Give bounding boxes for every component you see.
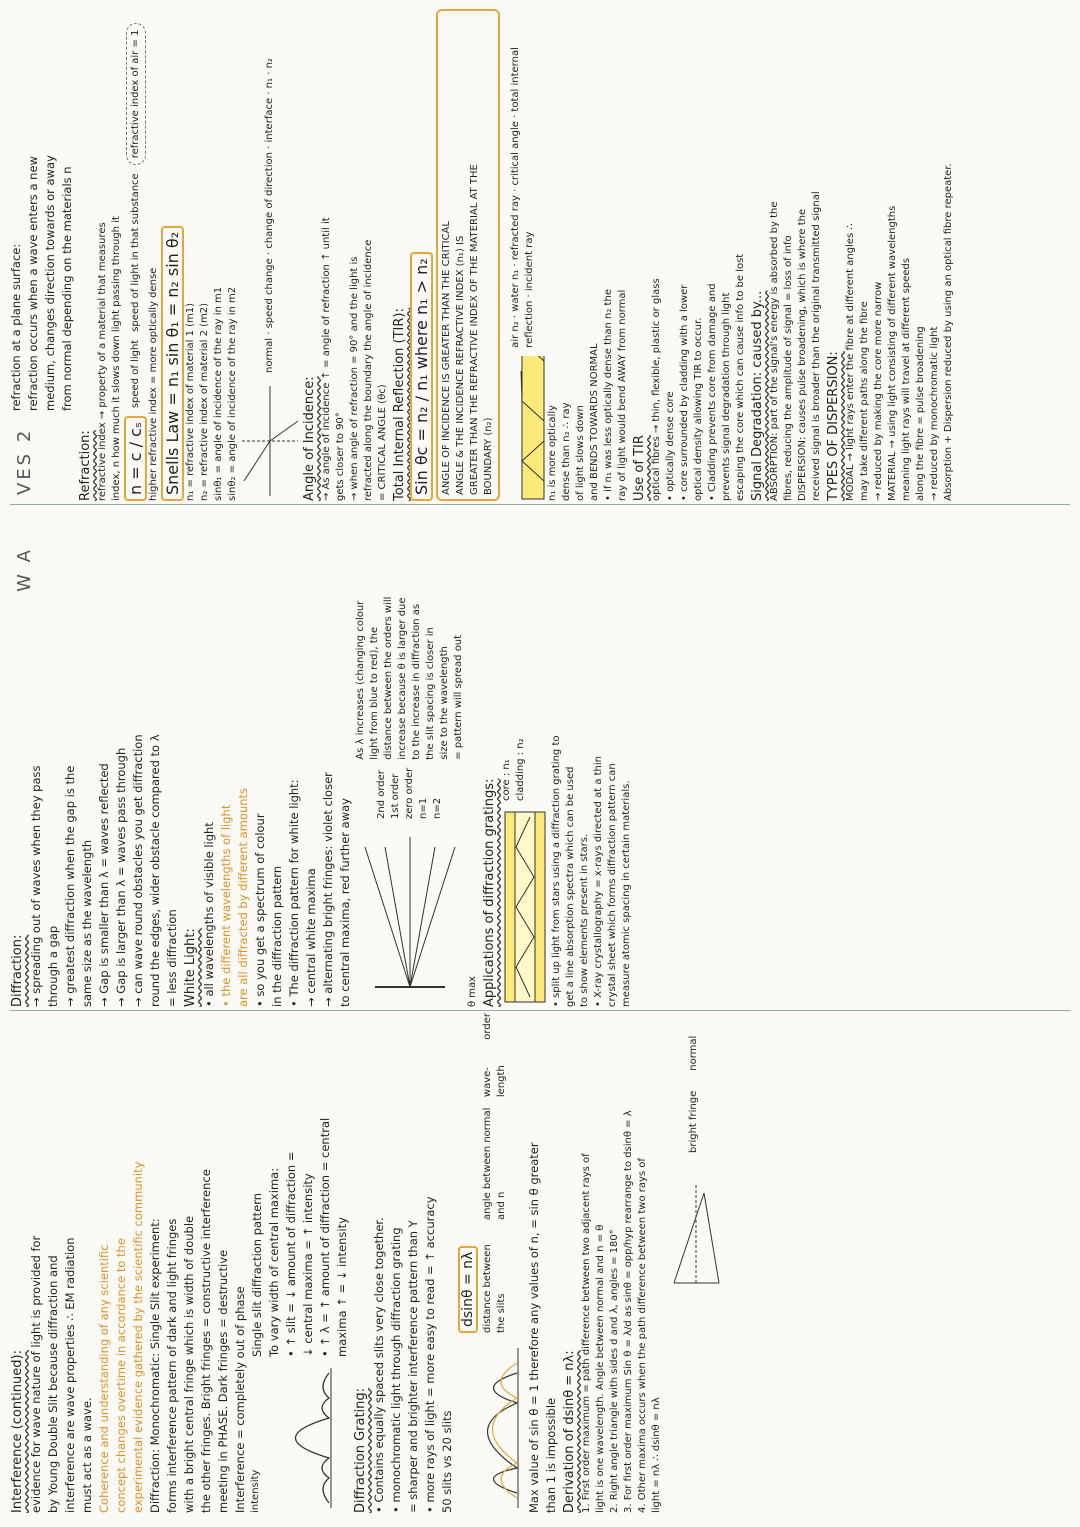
column-interference	[8, 1013, 1070, 1513]
orange-note	[96, 1013, 147, 1513]
text-line: As λ increases (changing colour	[355, 600, 366, 760]
text-line: dense than n₂ ∴ ray	[561, 402, 572, 501]
section-heading: Use of TIR	[632, 435, 647, 501]
diagram-label: incident ray	[524, 231, 535, 292]
text-line: 2. Right angle triangle with sides d and λ, angles = 180°	[609, 1229, 620, 1513]
text-line: → when angle of refraction = 90° and the light is	[349, 256, 360, 501]
theta-max-label: θ max	[467, 975, 478, 1007]
text-line: forms interference pattern of dark and light fringes	[165, 1218, 179, 1513]
optical-fibre-diagram	[500, 807, 550, 1007]
text-line: refractive index → property of a material that measures	[97, 222, 108, 501]
text-line: = sharper and brighter interference pattern than Y	[406, 1220, 420, 1513]
fibre-figure	[500, 507, 550, 1007]
order-label: 2nd order	[376, 770, 387, 819]
text-line: Interference = completely out of phase	[233, 1286, 247, 1513]
text-line: → spreading out of waves when they pass	[29, 765, 43, 1007]
text-line: to central maxima, red further away	[338, 798, 352, 1007]
text-line: sinθ₂ = angle of incidence of the ray in m2	[227, 286, 238, 501]
text-line: • if n₁ was less optically dense than n₂ the	[603, 289, 614, 501]
column-refraction	[8, 9, 1070, 501]
text-line: in the diffraction pattern	[270, 865, 284, 1007]
text-line: concept changes overtime in accordance to the	[114, 1238, 128, 1513]
text-line: ANGLE & THE INCIDENCE REFRACTIVE INDEX (n₁) IS	[455, 235, 466, 495]
text-line: = less diffraction	[165, 909, 179, 1007]
formula-label: wave-length	[481, 1065, 507, 1098]
diagram-label: n₁	[264, 77, 275, 89]
text-line: higher refractive index = more optically dense	[148, 267, 159, 501]
text-line: meaning light rays will travel at different speeds	[901, 257, 912, 501]
code-stamp: VES 2	[14, 427, 35, 495]
snells-law-box: Snells Law = n₁ sin θ₁ = n₂ sin θ₂	[161, 226, 184, 501]
text-line: maxima ↑ = ↓ intensity	[335, 1217, 349, 1357]
bright-fringe-label: bright fringe	[688, 1090, 699, 1153]
text-line: → Gap is smaller than λ = waves reflected	[97, 763, 111, 1007]
order-label: 1st order	[390, 773, 401, 819]
text-line: to the increase in diffraction as	[411, 603, 422, 760]
text-line: • monochromatic light through diffraction grating	[389, 1227, 403, 1513]
text-line: 1. First order maximum = path difference between two adjacent rays of	[581, 1153, 592, 1513]
section-heading: Interference (continued):	[10, 1350, 25, 1513]
text-line: same size as the wavelength	[80, 839, 94, 1007]
derivation-triangle	[664, 1173, 724, 1293]
section-heading: Diffraction:	[10, 934, 25, 1007]
text-line: = pattern will spread out	[453, 634, 464, 760]
text-line: 3. For first order maximum Sin θ = λ/d as sinθ = opp/hyp rearrange to dsinθ = λ	[623, 1110, 634, 1513]
formula-label: distance between the slits	[481, 1244, 507, 1333]
text-line: • core surrounded by cladding with a lower	[679, 284, 690, 501]
text-line: size to the wavelength	[439, 646, 450, 760]
grating-peaks-graph	[460, 1343, 522, 1513]
text-line: along the fibre = pulse broadening	[915, 326, 926, 501]
text-line: through a gap	[46, 925, 60, 1007]
footer-note: Absorption + Dispersion reduced by using an optical fibre repeater.	[943, 163, 954, 501]
section-heading: Diffraction Grating:	[353, 1387, 368, 1513]
text-line: are all diffracted by different amounts	[236, 787, 250, 1007]
text-line: Max value of sin θ = 1 therefore any values of n, = sin θ greater	[527, 1142, 541, 1513]
text-line: get a line absorption spectra which can be used	[565, 766, 576, 1007]
section-heading: Derivation of dsinθ = nλ:	[562, 1350, 577, 1513]
formula-box: n = c / cₛ	[124, 416, 147, 501]
text-line: refracted along the boundary the angle of incidence	[363, 239, 374, 501]
critical-angle-formula: Sin θc = n₂ / n₁ where n₁ > n₂	[410, 252, 433, 501]
text-line: n₁ = refractive index of material 1 (m1)	[185, 302, 196, 501]
text-line: medium, changes direction towards or away	[43, 155, 57, 411]
slits-compare-label: 50 slits vs 20 slits	[440, 1410, 454, 1513]
text-line: of light slows down	[575, 405, 586, 501]
text-line: DISPERSION: causes pulse broadening, which is where the	[797, 208, 808, 501]
formula-label: order	[481, 1013, 493, 1040]
text-line: index, n how much it slows down light passing through it	[111, 216, 122, 501]
text-line: • so you get a spectrum of colour	[253, 813, 267, 1007]
fibre-label: core : n₁	[501, 759, 512, 801]
grating-compare	[439, 1013, 526, 1513]
index-formula-row	[124, 9, 147, 501]
formula-box: dsinθ = nλ	[458, 1246, 478, 1333]
text-line: light = nλ ∴ dsinθ = nλ	[651, 1397, 662, 1513]
snell-figure: normal · speed change · change of direction · interface · n₁ · n₂	[240, 9, 300, 501]
diagram-label: interface	[264, 97, 275, 143]
text-line: the other fringes. Bright fringes = constructive interference	[199, 1169, 213, 1513]
section-heading: Refraction:	[78, 430, 93, 501]
text-line: n₂ = refractive index of material 2 (m2)	[199, 302, 210, 501]
diagram-label: n₂	[264, 58, 275, 69]
text-line: escaping the core which can cause info to be lost	[735, 253, 746, 501]
normal-label: normal	[688, 1035, 699, 1071]
text-line: ↓ central maxima = ↑ intensity	[301, 1173, 315, 1357]
formula-label: speed of light	[129, 339, 141, 409]
order-label: n=2	[432, 797, 443, 819]
text-line: • Cladding prevents core from damage and	[707, 283, 718, 501]
text-line: optical fibres → thin, flexible, plastic or glass	[651, 278, 662, 501]
text-line: • split up light from stars using a diffraction grating to	[551, 735, 562, 1007]
text-line: MODAL → light rays enter the fibre at different angles ∴	[845, 223, 856, 501]
text-line: sinθ₁ = angle of incidence of the ray in m1	[213, 286, 224, 501]
text-line: • optically dense core	[665, 391, 676, 501]
text-line: received signal is broader than the original transmitted signal	[811, 191, 822, 501]
text-line: prevents signal degradation through light	[721, 292, 732, 501]
text-line: → central white maxima	[304, 868, 318, 1007]
diffraction-orders-diagram	[355, 827, 465, 1007]
text-line: • Contains equally spaced slits very close together.	[372, 1217, 386, 1513]
single-slit-text	[147, 1013, 249, 1513]
text-line: by Young Double Slit because diffraction and	[46, 1255, 60, 1513]
text-line: refraction occurs when a wave enters a new	[26, 156, 40, 411]
formula-label: angle between normal and n	[481, 1107, 507, 1221]
text-line: light from blue to red), the	[369, 626, 380, 760]
section-heading: TYPES OF DISPERSION:	[826, 351, 841, 501]
cloud-note: refractive index of air = 1	[126, 23, 146, 166]
diagram-label: speed change	[264, 258, 275, 329]
intensity-label: intensity	[250, 1469, 261, 1513]
text-line: optical density allowing TIR to occur.	[693, 317, 704, 501]
initials-stamp: W A	[14, 547, 35, 592]
text-line: • X-ray crystallography = x-rays directed at a thin	[593, 755, 604, 1007]
text-line: GREATER THAN THE REFRACTIVE INDEX OF THE MATERIAL AT THE	[469, 164, 480, 495]
diagram-label: normal	[264, 337, 275, 373]
text-line: • The diffraction pattern for white light:	[287, 779, 301, 1007]
diagram-label: critical angle	[510, 121, 521, 186]
tir-condition-box	[436, 9, 500, 501]
text-line: to show elements present in stars.	[579, 833, 590, 1007]
text-line: → can wave round obstacles you get diffraction	[131, 734, 145, 1007]
text-line: gets closer to 90°	[335, 412, 346, 501]
section-heading: Applications of diffraction gratings:	[482, 778, 497, 1007]
diagram-label: change of direction	[264, 152, 275, 249]
text-line: measure atomic spacing in certain materials.	[621, 780, 632, 1007]
text-line: increase because θ is larger due	[397, 597, 408, 760]
single-slit-block	[249, 1013, 351, 1513]
text-line: BOUNDARY (n₂)	[483, 417, 494, 495]
diagram-label: air n₂	[510, 321, 521, 348]
section-heading: Total Internal Reflection (TIR):	[392, 308, 407, 501]
fibre-label: cladding : n₂	[515, 738, 526, 801]
text-line: → As angle of incidence ↑ = angle of refraction ↑ until it	[321, 217, 332, 501]
text-line: → alternating bright fringes: violet closer	[321, 772, 335, 1007]
section-heading: White Light:	[183, 928, 198, 1007]
text-line: and BENDS TOWARDS NORMAL	[589, 343, 600, 501]
text-line: Coherence and understanding of any scientific	[97, 1244, 111, 1513]
order-label: n=1	[418, 797, 429, 819]
orders-figure	[354, 507, 466, 1007]
text-line: • ↑ λ = ↑ amount of diffraction = central	[318, 1117, 332, 1357]
text-line: interference are wave properties ∴ EM radiation	[63, 1237, 77, 1513]
text-line: → greatest diffraction when the gap is the	[63, 765, 77, 1007]
text-line: Diffraction: Monochromatic: Single Slit experiment:	[148, 1218, 162, 1513]
text-line: evidence for wave nature of light is provided for	[29, 1235, 43, 1513]
column-divider	[10, 1010, 1070, 1011]
refraction-diagram	[240, 381, 300, 501]
text-line: refraction at a plane surface:	[9, 243, 23, 411]
text-line: round the edges, wider obstacle compared to λ	[148, 734, 162, 1007]
text-line: Single slit diffraction pattern	[250, 1192, 264, 1357]
text-line: → reduced by monochromatic light	[929, 326, 940, 501]
order-label: zero order	[404, 767, 415, 819]
text-line: from normal depending on the materials n	[60, 166, 74, 411]
column-diffraction	[8, 507, 1070, 1007]
text-line: • more rays of light = more easy to read = ↑ accuracy	[423, 1196, 437, 1513]
derivation-figure	[664, 1013, 724, 1293]
text-line: fibres, reducing the amplitude of signal = loss of info	[783, 235, 794, 501]
intro-text	[28, 1013, 96, 1513]
text-line: may take different paths along the fibre	[859, 301, 870, 501]
text-line: experimental evidence gathered by the scientific community	[131, 1161, 145, 1513]
text-line: → reduced by making the core more narrow	[873, 281, 884, 501]
text-line: 4. Other maxima occurs when the path difference between two rays of	[637, 1158, 648, 1513]
text-line: ANGLE OF INCIDENCE IS GREATER THAN THE CRITICAL	[441, 221, 452, 495]
diagram-label: refracted ray	[510, 195, 521, 261]
tir-diagram	[500, 356, 546, 501]
text-line: → Gap is larger than λ = waves pass through	[114, 747, 128, 1007]
text-line: MATERIAL → using light consisting of different wavelengths	[887, 205, 898, 501]
text-line: • the different wavelengths of light	[219, 804, 233, 1007]
diagram-label: total internal reflection	[510, 47, 535, 348]
text-line: crystal sheet which forms diffraction pattern can	[607, 763, 618, 1007]
text-line: = CRITICAL ANGLE (θc)	[377, 384, 388, 501]
text-line: • all wavelengths of visible light	[202, 822, 216, 1007]
text-line: the slit spacing is closer in	[425, 627, 436, 760]
section-heading: Signal Degradation: caused by...	[750, 290, 765, 501]
text-line: ray of light would bend AWAY from normal	[617, 289, 628, 501]
text-line: than 1 is impossible	[544, 1397, 558, 1513]
column-divider	[10, 504, 1070, 505]
tir-figure: air n₂ · water n₁ · refracted ray · critical angle · total internal reflection · incident ray	[500, 9, 546, 501]
text-line: distance between the orders will	[383, 596, 394, 760]
text-line: • ↑ slit = ↓ amount of diffraction =	[284, 1151, 298, 1357]
text-line: with a bright central fringe which is width of double	[182, 1215, 196, 1513]
diagram-label: water n₁	[510, 269, 521, 312]
text-line: light is one wavelength. Angle between normal and n = θ	[595, 1224, 606, 1513]
text-line: meeting in PHASE. Dark fringes = destructive	[216, 1249, 230, 1513]
text-line: n₁ is more optically	[547, 404, 558, 501]
text-line: To vary width of central maxima:	[267, 1167, 281, 1357]
text-line: must act as a wave.	[80, 1397, 94, 1513]
section-heading: Angle of Incidence:	[302, 376, 317, 501]
formula-label: speed of light in that substance	[129, 173, 141, 332]
text-line: ABSORPTION: part of the signal's energy is absorbed by the	[769, 201, 780, 501]
single-slit-pattern-graph	[267, 1363, 337, 1513]
